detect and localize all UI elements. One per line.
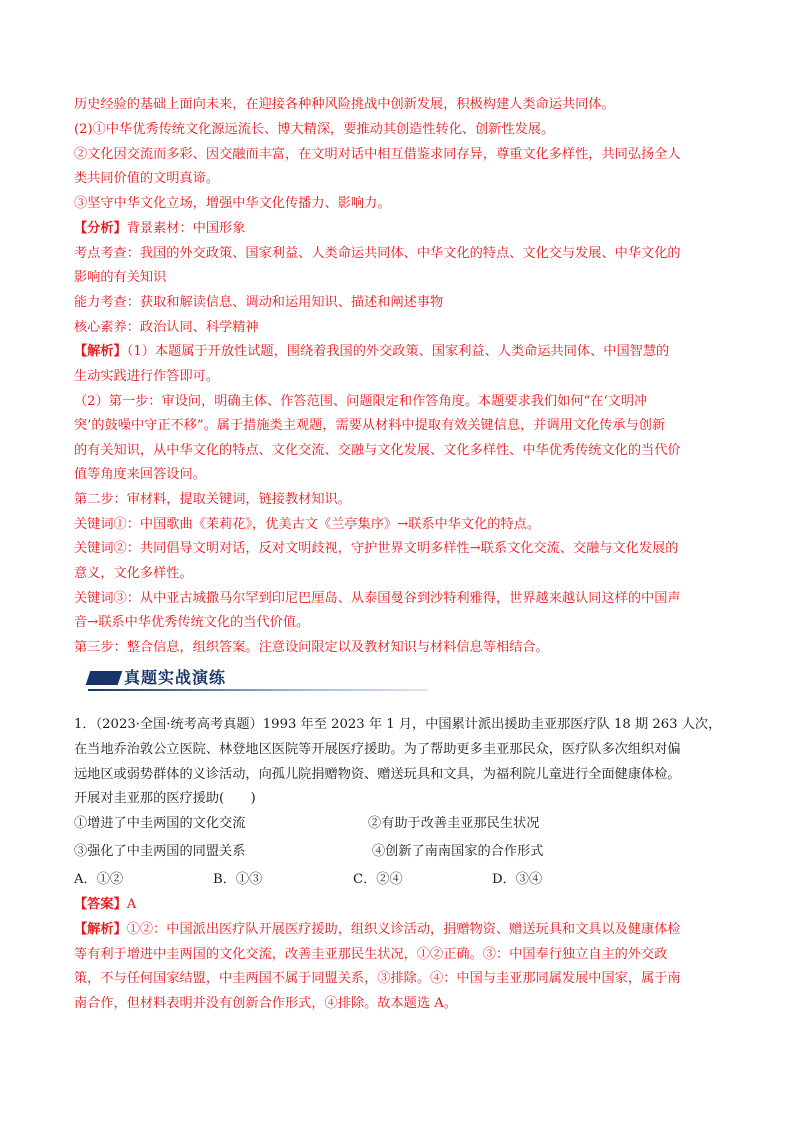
explanation-line: 关键词①：中国歌曲《茉莉花》，优美古文《兰亭集序》→联系中华文化的特点。 <box>74 517 541 532</box>
statement-item: ②有助于改善圭亚那民生状况 <box>368 816 540 831</box>
analysis-header <box>74 220 245 238</box>
solution-header <box>74 921 681 939</box>
answer-line: (2)①中华优秀传统文化源远流长、博大精深，要推动其创造性转化、创新性发展。 <box>74 122 555 137</box>
solution-line: 等有利于增进中圭两国的文化交流，改善圭亚那民生状况，①②正确。③：中国奉行独立自主的外交政 <box>74 947 668 962</box>
statement-item: ③强化了中圭两国的同盟关系 <box>74 844 246 859</box>
choice-option: D．③④ <box>492 872 543 887</box>
choice-option: B．①③ <box>213 872 263 887</box>
statement-item: ①增进了中圭两国的文化交流 <box>74 816 246 831</box>
section-banner <box>88 667 428 691</box>
explanation-line: 第三步：整合信息，组织答案。注意设问限定以及教材知识与材料信息等相结合。 <box>74 640 549 655</box>
analysis-line: 考点考查：我国的外交政策、国家利益、人类命运共同体、中华文化的特点、文化交与发展、中华文化的 <box>74 246 681 261</box>
answer-value: A <box>126 897 137 912</box>
analysis-line: 能力考查：获取和解读信息、调动和运用知识、描述和阐述事物 <box>74 295 444 310</box>
answer-line: ②文化因交流而多彩、因交融而丰富，在文明对话中相互借鉴求同存异，尊重文化多样性，共同弘扬全人 <box>74 147 681 162</box>
solution-heading: 【解析】 <box>74 922 127 937</box>
explanation-line: 生动实践进行作答即可。 <box>74 369 220 384</box>
choice-option: C．②④ <box>353 872 403 887</box>
explanation-line: 值等角度来回答设问。 <box>74 467 206 482</box>
explanation-header <box>74 343 669 361</box>
banner-underline <box>88 689 428 691</box>
explanation-line: 关键词②：共同倡导文明对话，反对文明歧视，守护世界文明多样性→联系文化交流、交融与文化发展的 <box>74 541 679 556</box>
question-stem-line: 1．（2023·全国·统考高考真题）1993 年至 2023 年 1 月，中国累计派出援助圭亚那医疗队 18 期 263 人次， <box>74 717 722 732</box>
explanation-line: 第二步：审材料，提取关键词，链接教材知识。 <box>74 492 351 507</box>
explanation-line: 关键词③：从中亚古城撒马尔罕到印尼巴厘岛、从泰国曼谷到沙特利雅得，世界越来越认同这样的中国声 <box>74 591 681 606</box>
question-stem-line: 在当地乔治敦公立医院、林登地区医院等开展医疗援助。为了帮助更多圭亚那民众，医疗队多次组织对偏 <box>74 742 681 757</box>
answer-heading: 【答案】 <box>74 897 127 912</box>
explanation-line: 音→联系中华优秀传统文化的当代价值。 <box>74 615 310 630</box>
analysis-heading: 【分析】 <box>74 221 127 236</box>
answer-line: 历史经验的基础上面向未来，在迎接各种种风险挑战中创新发展，积极构建人类命运共同体。 <box>74 97 615 112</box>
explanation-line: 的有关知识，从中华文化的特点、文化交流、交融与文化发展、文化多样性、中华优秀传统文化的当代价 <box>74 443 681 458</box>
answer-line: ③坚守中华文化立场，增强中华文化传播力、影响力。 <box>74 196 391 211</box>
analysis-line: 核心素养：政治认同、科学精神 <box>74 320 259 335</box>
solution-line: 策，不与任何国家结盟，中圭两国不属于同盟关系，③排除。④：中国与圭亚那同属发展中国家，属于南 <box>74 971 681 986</box>
explanation-heading: 【解析】 <box>74 344 127 359</box>
analysis-line: 影响的有关知识 <box>74 270 167 285</box>
answer-line: 类共同价值的文明真谛。 <box>74 171 220 186</box>
question-stem-line: 开展对圭亚那的医疗援助( ) <box>74 791 256 806</box>
question-stem-line: 远地区或弱势群体的义诊活动，向孤儿院捐赠物资、赠送玩具和文具，为福利院儿童进行全面健康体检。 <box>74 767 681 782</box>
solution-line: 南合作，但材料表明并没有创新合作形式，④排除。故本题选 A。 <box>74 996 457 1011</box>
solution-first-line: ①②：中国派出医疗队开展医疗援助，组织义诊活动，捐赠物资、赠送玩具和文具以及健康体检 <box>126 922 681 937</box>
analysis-background: 背景素材：中国形象 <box>126 221 246 236</box>
explanation-line: （2）第一步：审设问，明确主体、作答范围、问题限定和作答角度。本题要求我们如何“在‘文明冲 <box>74 394 648 409</box>
explanation-first-line: （1）本题属于开放性试题，围绕着我国的外交政策、国家利益、人类命运共同体、中国智慧的 <box>126 344 670 359</box>
explanation-line: 意义，文化多样性。 <box>74 566 193 581</box>
choice-option: A．①② <box>74 872 124 887</box>
statement-item: ④创新了南南国家的合作形式 <box>372 844 544 859</box>
banner-bar-decoration <box>86 671 123 685</box>
section-title: 真题实战演练 <box>124 668 227 687</box>
answer-row <box>74 896 136 914</box>
explanation-line: 突’的鼓噪中守正不移”。属于措施类主观题，需要从材料中提取有效关键信息，并调用文化传承与创新 <box>74 418 666 433</box>
